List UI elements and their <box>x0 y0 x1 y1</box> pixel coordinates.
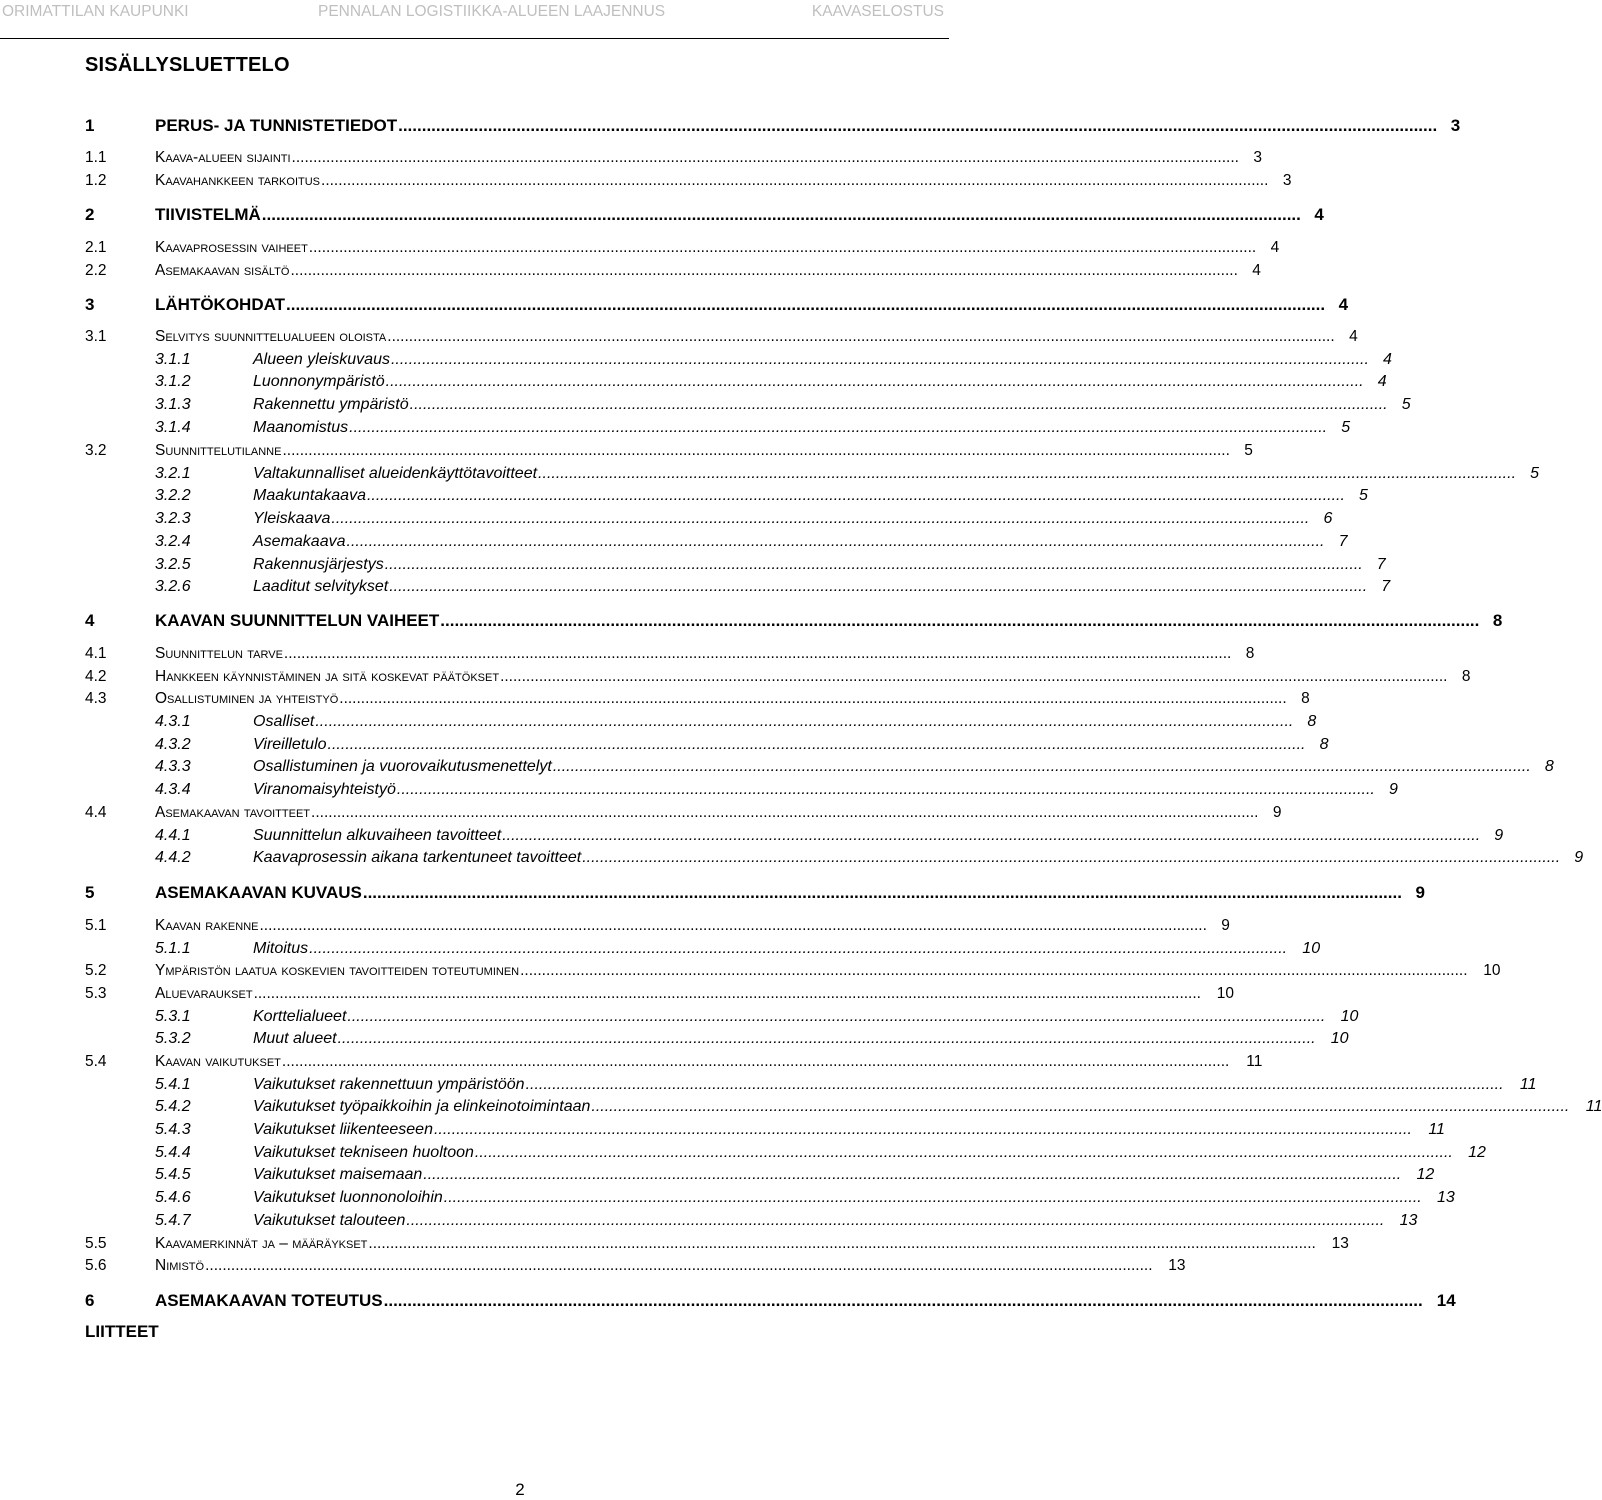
toc-entry-title: Mitoitus <box>253 940 309 957</box>
toc-entry-number: 5 <box>85 883 95 902</box>
toc-entry-title: Asemakaava <box>253 533 346 550</box>
toc-dot-leader: ............................................................................................................................................................................................................................ <box>362 883 1402 902</box>
toc-entry-page: 9 <box>1272 804 1282 821</box>
toc-entry-page: 13 <box>1436 1189 1455 1206</box>
toc-entry[interactable] <box>0 510 1333 532</box>
toc-entry-page: 5 <box>1401 396 1411 413</box>
toc-entry-title: Selvitys suunnittelualueen oloista <box>155 328 387 345</box>
toc-entry-title: Vaikutukset liikenteeseen <box>253 1121 433 1138</box>
toc-dot-leader: ............................................................................................................................................................................................................................ <box>347 1008 1326 1025</box>
toc-entry-number: 3.1 <box>85 328 107 345</box>
toc-entry[interactable] <box>0 419 1351 441</box>
toc-entry[interactable] <box>0 578 1391 600</box>
toc-entry[interactable] <box>0 205 1324 227</box>
toc-entry-number: 4.4.1 <box>155 827 191 844</box>
toc-entry-title: TIIVISTELMÄ <box>155 205 261 224</box>
toc-entry-title: KAAVAN SUUNNITTELUN VAIHEET <box>155 611 440 630</box>
toc-entry-number: 3.2.3 <box>155 510 191 527</box>
toc-entry-page: 4 <box>1270 239 1280 256</box>
toc-entry-title: Kaavaprosessin vaiheet <box>155 239 308 256</box>
toc-dot-leader: ............................................................................................................................................................................................................................ <box>440 611 1480 630</box>
toc-entry-title: Kaava-alueen sijainti <box>155 149 291 166</box>
toc-entry[interactable] <box>0 917 1230 939</box>
toc-entry-page: 9 <box>1221 917 1230 934</box>
toc-entry[interactable] <box>0 351 1392 373</box>
header-right: KAAVASELOSTUS <box>811 3 944 20</box>
toc-entry-number: 2.2 <box>85 262 107 279</box>
toc-entry[interactable] <box>0 781 1398 803</box>
toc-dot-leader: ............................................................................................................................................................................................................................ <box>502 827 1481 844</box>
toc-entry[interactable] <box>0 172 1292 194</box>
toc-entry-title: Asemakaavan sisältö <box>155 262 290 279</box>
toc-entry-number: 4.3.2 <box>155 736 191 753</box>
toc-entry-page: 10 <box>1340 1008 1359 1025</box>
toc-dot-leader: ............................................................................................................................................................................................................................ <box>384 556 1363 573</box>
toc-dot-leader: ............................................................................................................................................................................................................................ <box>327 736 1306 753</box>
toc-dot-leader: ............................................................................................................................................................................................................................ <box>385 373 1364 390</box>
toc-entry-number: 3.1.1 <box>155 351 191 368</box>
toc-entry-title: Korttelialueet <box>253 1008 347 1025</box>
toc-entry-number: 5.4.5 <box>155 1166 191 1183</box>
toc-dot-leader: ............................................................................................................................................................................................................................ <box>582 849 1561 866</box>
toc-entry-title: Muut alueet <box>253 1030 337 1047</box>
toc-entry-number: 5.5 <box>85 1235 107 1252</box>
toc-entry[interactable] <box>0 690 1310 712</box>
toc-entry[interactable] <box>0 465 1540 487</box>
toc-entry[interactable] <box>0 533 1348 555</box>
toc-entry-number: 5.4.7 <box>155 1212 191 1229</box>
toc-entry-page: 13 <box>1331 1235 1349 1252</box>
toc-entry[interactable] <box>0 1189 1455 1211</box>
toc-dot-leader: ............................................................................................................................................................................................................................ <box>500 668 1448 685</box>
toc-dot-leader: ............................................................................................................................................................................................................................ <box>321 172 1269 189</box>
toc-entry[interactable] <box>0 556 1386 578</box>
toc-entry[interactable] <box>0 1121 1445 1143</box>
toc-entry-page: 7 <box>1381 578 1391 595</box>
toc-dot-leader: ............................................................................................................................................................................................................................ <box>525 1076 1504 1093</box>
toc-entry[interactable] <box>0 985 1234 1007</box>
toc-entry[interactable] <box>0 373 1387 395</box>
toc-dot-leader: ............................................................................................................................................................................................................................ <box>308 239 1257 256</box>
toc-entry-number: 5.4 <box>85 1053 107 1070</box>
toc-entry-number: 2.1 <box>85 239 107 256</box>
toc-dot-leader: ............................................................................................................................................................................................................................ <box>366 487 1345 504</box>
toc-entry-number: 1 <box>85 116 95 135</box>
toc-entry[interactable] <box>0 962 1501 984</box>
toc-dot-leader: ............................................................................................................................................................................................................................ <box>315 713 1294 730</box>
toc-entry-title: Osallistuminen ja vuorovaikutusmenettelyt <box>253 758 552 775</box>
toc-entry-number: 5.4.2 <box>155 1098 191 1115</box>
toc-dot-leader: ............................................................................................................................................................................................................................ <box>398 116 1438 135</box>
toc-entry-number: 1.2 <box>85 172 107 189</box>
toc-entry-page: 4 <box>1252 262 1261 279</box>
toc-entry-title: Nimistö <box>155 1257 205 1274</box>
toc-entry[interactable] <box>0 328 1358 350</box>
toc-entry-page: 8 <box>1245 645 1255 662</box>
header-left: ORIMATTILAN KAUPUNKI <box>2 3 189 20</box>
toc-entry-page: 8 <box>1307 713 1317 730</box>
toc-entry[interactable] <box>0 1008 1359 1030</box>
appendix-heading: LIITTEET <box>85 1322 159 1341</box>
toc-entry-page: 12 <box>1416 1166 1435 1183</box>
toc-entry-title: PERUS- JA TUNNISTETIEDOT <box>155 116 398 135</box>
toc-dot-leader: ............................................................................................................................................................................................................................ <box>205 1257 1153 1274</box>
toc-entry[interactable] <box>0 1166 1435 1188</box>
toc-entry-number: 4.3.4 <box>155 781 191 798</box>
toc-entry-page: 14 <box>1436 1291 1456 1310</box>
toc-entry-number: 6 <box>85 1291 95 1310</box>
toc-dot-leader: ............................................................................................................................................................................................................................ <box>286 295 1326 314</box>
toc-entry-page: 11 <box>1585 1098 1602 1115</box>
toc-entry[interactable] <box>0 262 1261 284</box>
toc-dot-leader: ............................................................................................................................................................................................................................ <box>291 149 1239 166</box>
toc-entry[interactable] <box>0 611 1503 633</box>
toc-entry-number: 5.3.2 <box>155 1030 191 1047</box>
toc-entry-number: 4.2 <box>85 668 107 685</box>
toc-entry-title: Vaikutukset rakennettuun ympäristöön <box>253 1076 525 1093</box>
toc-entry-number: 3.1.4 <box>155 419 191 436</box>
toc-dot-leader: ............................................................................................................................................................................................................................ <box>290 262 1238 279</box>
toc-entry[interactable] <box>0 487 1368 509</box>
toc-entry[interactable] <box>0 883 1425 905</box>
toc-entry-title: Yleiskaava <box>253 510 331 527</box>
toc-entry-title: ASEMAKAAVAN TOTEUTUS <box>155 1291 383 1310</box>
toc-dot-leader: ............................................................................................................................................................................................................................ <box>309 940 1288 957</box>
toc-entry-page: 9 <box>1415 883 1425 902</box>
toc-entry-page: 7 <box>1376 556 1386 573</box>
running-header <box>0 0 960 30</box>
toc-dot-leader: ............................................................................................................................................................................................................................ <box>406 1212 1385 1229</box>
toc-entry-page: 10 <box>1330 1030 1349 1047</box>
toc-entry-title: Maakuntakaava <box>253 487 366 504</box>
toc-entry[interactable] <box>0 668 1471 690</box>
toc-entry-page: 9 <box>1494 827 1504 844</box>
toc-entry[interactable] <box>0 239 1280 261</box>
toc-entry-number: 5.2 <box>85 962 107 979</box>
toc-entry-page: 7 <box>1338 533 1348 550</box>
toc-dot-leader: ............................................................................................................................................................................................................................ <box>591 1098 1570 1115</box>
toc-entry-page: 4 <box>1377 373 1387 390</box>
toc-entry[interactable] <box>0 645 1255 667</box>
toc-entry-number: 5.3 <box>85 985 107 1002</box>
toc-entry-page: 9 <box>1574 849 1584 866</box>
toc-entry-page: 3 <box>1450 116 1461 135</box>
toc-dot-leader: ............................................................................................................................................................................................................................ <box>349 419 1328 436</box>
toc-dot-leader: ............................................................................................................................................................................................................................ <box>433 1121 1412 1138</box>
toc-dot-leader: ............................................................................................................................................................................................................................ <box>538 465 1517 482</box>
toc-entry-title: Alueen yleiskuvaus <box>253 351 390 368</box>
toc-dot-leader: ............................................................................................................................................................................................................................ <box>331 510 1310 527</box>
toc-dot-leader: ............................................................................................................................................................................................................................ <box>423 1166 1402 1183</box>
toc-entry-page: 10 <box>1302 940 1321 957</box>
toc-entry-page: 13 <box>1168 1257 1186 1274</box>
toc-entry-page: 6 <box>1323 510 1333 527</box>
toc-dot-leader: ............................................................................................................................................................................................................................ <box>282 442 1230 459</box>
toc-entry-title: Vaikutukset luonnonoloihin <box>253 1189 443 1206</box>
toc-dot-leader: ............................................................................................................................................................................................................................ <box>396 781 1375 798</box>
toc-entry[interactable] <box>0 1144 1486 1166</box>
toc-entry-title: Kaavan rakenne <box>155 917 259 934</box>
toc-dot-leader: ............................................................................................................................................................................................................................ <box>387 328 1335 345</box>
toc-entry[interactable] <box>0 940 1321 962</box>
page-number: 2 <box>515 1480 525 1499</box>
toc-entry-title: ASEMAKAAVAN KUVAUS <box>155 883 362 902</box>
toc-entry-title: Laaditut selvitykset <box>253 578 389 595</box>
toc-entry-page: 10 <box>1483 962 1501 979</box>
toc-entry-page: 9 <box>1388 781 1398 798</box>
toc-entry[interactable] <box>0 1291 1456 1313</box>
toc-entry-page: 11 <box>1246 1053 1263 1070</box>
toc-entry-title: Asemakaavan tavoitteet <box>155 804 311 821</box>
toc-entry-number: 3.2.4 <box>155 533 191 550</box>
toc-entry-number: 3.2.6 <box>155 578 191 595</box>
toc-entry-page: 4 <box>1314 205 1324 224</box>
toc-entry-title: Hankkeen käynnistäminen ja sitä koskevat päätökset <box>155 668 500 685</box>
toc-dot-leader: ............................................................................................................................................................................................................................ <box>261 205 1301 224</box>
header-center: PENNALAN LOGISTIIKKA-ALUEEN LAAJENNUS <box>318 3 666 20</box>
toc-entry-title: Suunnittelun alkuvaiheen tavoitteet <box>253 827 502 844</box>
toc-dot-leader: ............................................................................................................................................................................................................................ <box>253 985 1201 1002</box>
toc-entry-number: 4.3.3 <box>155 758 191 775</box>
toc-dot-leader: ............................................................................................................................................................................................................................ <box>337 1030 1316 1047</box>
toc-dot-leader: ............................................................................................................................................................................................................................ <box>311 804 1259 821</box>
toc-dot-leader: ............................................................................................................................................................................................................................ <box>552 758 1531 775</box>
toc-entry[interactable] <box>0 1030 1349 1052</box>
toc-entry-page: 13 <box>1399 1212 1418 1229</box>
toc-dot-leader: ............................................................................................................................................................................................................................ <box>390 351 1369 368</box>
toc-entry-number: 2 <box>85 205 95 224</box>
toc-dot-leader: ............................................................................................................................................................................................................................ <box>520 962 1468 979</box>
toc-entry-number: 4.1 <box>85 645 107 662</box>
toc-entry-title: Kaavahankkeen tarkoitus <box>155 172 321 189</box>
toc-entry[interactable] <box>0 116 1461 138</box>
toc-dot-leader: ............................................................................................................................................................................................................................ <box>443 1189 1422 1206</box>
toc-entry-page: 5 <box>1244 442 1253 459</box>
toc-entry-number: 4.4.2 <box>155 849 191 866</box>
toc-entry[interactable] <box>0 295 1349 317</box>
toc-entry[interactable] <box>0 713 1317 735</box>
toc-entry-page: 8 <box>1544 758 1554 775</box>
toc-entry-number: 3.1.2 <box>155 373 191 390</box>
toc-entry-title: Ympäristön laatua koskevien tavoitteiden toteutuminen <box>155 962 520 979</box>
toc-entry-page: 8 <box>1319 736 1329 753</box>
toc-entry-title: Valtakunnalliset alueidenkäyttötavoitteet <box>253 465 538 482</box>
toc-entry-title: Vireilletulo <box>253 736 327 753</box>
toc-entry-number: 3.2.2 <box>155 487 191 504</box>
toc-dot-leader: ............................................................................................................................................................................................................................ <box>409 396 1388 413</box>
toc-entry[interactable] <box>0 396 1411 418</box>
toc-entry-number: 1.1 <box>85 149 107 166</box>
toc-entry[interactable] <box>0 758 1554 780</box>
toc-entry-number: 5.4.3 <box>155 1121 191 1138</box>
toc-entry-number: 5.1 <box>85 917 107 934</box>
toc-entry-title: Luonnonympäristö <box>253 373 385 390</box>
toc-entry-page: 8 <box>1301 690 1310 707</box>
toc-entry-number: 3 <box>85 295 95 314</box>
toc-entry-title: Kaavaprosessin aikana tarkentuneet tavoitteet <box>253 849 582 866</box>
toc-entry-title: Rakennettu ympäristö <box>253 396 409 413</box>
toc-entry-page: 5 <box>1530 465 1540 482</box>
toc-dot-leader: ............................................................................................................................................................................................................................ <box>368 1235 1316 1252</box>
toc-dot-leader: ............................................................................................................................................................................................................................ <box>283 645 1232 662</box>
toc-entry-page: 3 <box>1282 172 1292 189</box>
toc-entry[interactable] <box>0 1053 1263 1075</box>
toc-entry-title: Kaavan vaikutukset <box>155 1053 281 1070</box>
toc-dot-leader: ............................................................................................................................................................................................................................ <box>346 533 1325 550</box>
toc-entry-page: 5 <box>1359 487 1368 504</box>
toc-entry-number: 5.6 <box>85 1257 107 1274</box>
toc-entry-page: 5 <box>1341 419 1351 436</box>
toc-entry[interactable] <box>0 1257 1186 1279</box>
header-rule <box>0 38 949 39</box>
toc-entry-page: 4 <box>1338 295 1349 314</box>
toc-entry-title: Aluevaraukset <box>155 985 253 1002</box>
toc-entry-page: 4 <box>1349 328 1358 345</box>
toc-entry[interactable] <box>0 804 1282 826</box>
toc-dot-leader: ............................................................................................................................................................................................................................ <box>339 690 1287 707</box>
toc-entry-number: 4.4 <box>85 804 107 821</box>
toc-entry-number: 3.2.1 <box>155 465 191 482</box>
toc-entry-title: Maanomistus <box>253 419 349 436</box>
toc-entry-page: 8 <box>1492 611 1503 630</box>
toc-entry-title: Vaikutukset työpaikkoihin ja elinkeinotoimintaan <box>253 1098 591 1115</box>
toc-entry-title: Vaikutukset talouteen <box>253 1212 406 1229</box>
toc-dot-leader: ............................................................................................................................................................................................................................ <box>389 578 1368 595</box>
toc-entry-title: Suunnittelutilanne <box>155 442 282 459</box>
toc-entry-title: Suunnittelun tarve <box>155 645 283 662</box>
toc-entry-page: 8 <box>1461 668 1471 685</box>
toc-dot-leader: ............................................................................................................................................................................................................................ <box>474 1144 1453 1161</box>
toc-entry-title: Osalliset <box>253 713 315 730</box>
toc-entry-number: 5.4.1 <box>155 1076 191 1093</box>
toc-entry-number: 3.1.3 <box>155 396 191 413</box>
toc-entry-title: Vaikutukset tekniseen huoltoon <box>253 1144 474 1161</box>
toc-entry-title: Osallistuminen ja yhteistyö <box>155 690 339 707</box>
toc-entry-title: LÄHTÖKOHDAT <box>155 295 285 314</box>
toc-entry[interactable] <box>0 1098 1602 1120</box>
toc-entry[interactable] <box>0 149 1262 171</box>
toc-entry-number: 4.3 <box>85 690 107 707</box>
toc-entry[interactable] <box>0 736 1329 758</box>
toc-dot-leader: ............................................................................................................................................................................................................................ <box>259 917 1207 934</box>
toc-dot-leader: ............................................................................................................................................................................................................................ <box>383 1291 1423 1310</box>
toc-entry-number: 5.4.6 <box>155 1189 191 1206</box>
toc-entry-number: 5.1.1 <box>155 940 191 957</box>
toc-entry[interactable] <box>0 1235 1349 1257</box>
toc-title: SISÄLLYSLUETTELO <box>85 54 290 76</box>
toc-entry-page: 11 <box>1519 1076 1537 1093</box>
toc-entry-title: Kaavamerkinnät ja – määräykset <box>155 1235 368 1252</box>
toc-entry-page: 4 <box>1383 351 1392 368</box>
toc-entry-page: 12 <box>1468 1144 1486 1161</box>
toc-entry-number: 5.3.1 <box>155 1008 191 1025</box>
toc-entry-number: 5.4.4 <box>155 1144 191 1161</box>
toc-entry-page: 3 <box>1253 149 1262 166</box>
toc-entry[interactable] <box>0 442 1253 464</box>
toc-entry-number: 4.3.1 <box>155 713 191 730</box>
toc-entry[interactable] <box>0 1212 1418 1234</box>
toc-entry-number: 3.2 <box>85 442 107 459</box>
toc-dot-leader: ............................................................................................................................................................................................................................ <box>281 1053 1230 1070</box>
toc-entry[interactable] <box>0 849 1584 871</box>
toc-entry-number: 4 <box>85 611 95 630</box>
toc-entry[interactable] <box>0 827 1504 849</box>
toc-entry-number: 3.2.5 <box>155 556 191 573</box>
toc-entry-title: Viranomaisyhteistyö <box>253 781 396 798</box>
toc-entry-page: 10 <box>1216 985 1234 1002</box>
toc-entry-title: Rakennusjärjestys <box>253 556 384 573</box>
toc-entry-page: 11 <box>1428 1121 1445 1138</box>
toc-entry[interactable] <box>0 1076 1537 1098</box>
toc-entry-title: Vaikutukset maisemaan <box>253 1166 423 1183</box>
